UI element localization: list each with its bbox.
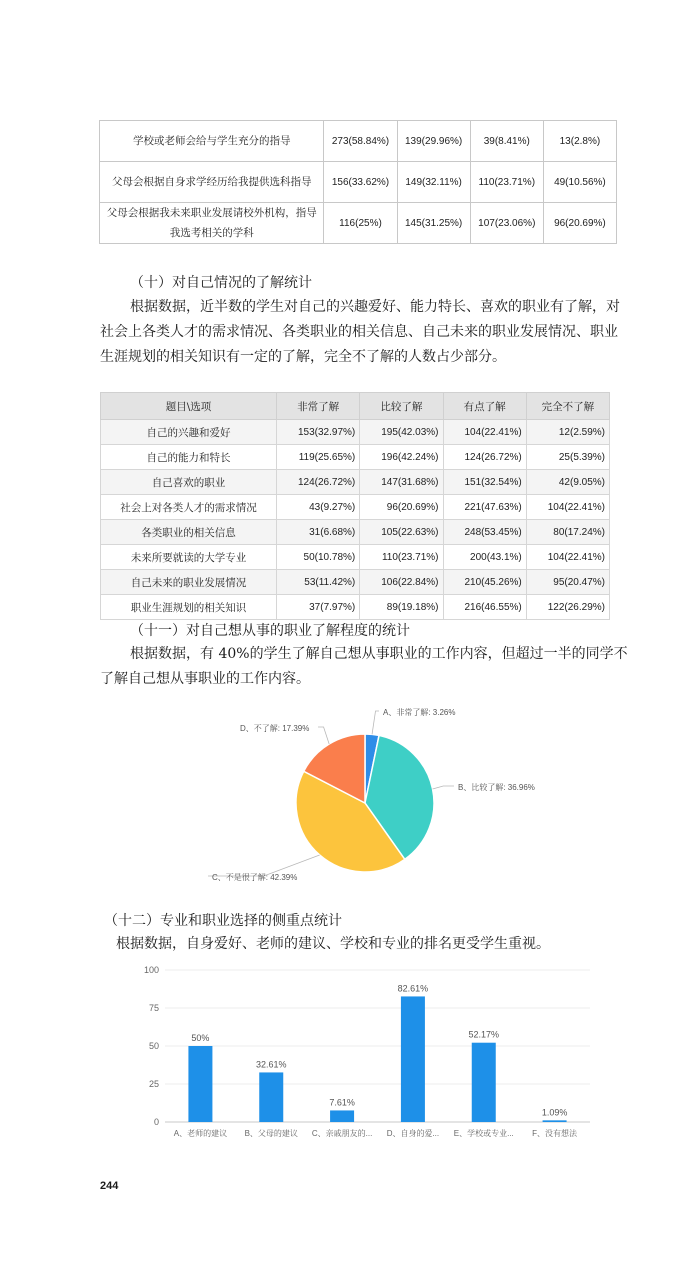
value-cell: 95(20.47%) <box>526 570 609 595</box>
value-cell: 273(58.84%) <box>324 121 397 162</box>
section-10-para-line-1: 根据数据，近半数的学生对自己的兴趣爱好、能力特长、喜欢的职业有了解，对 <box>130 299 620 315</box>
choice-focus-bar-chart <box>130 960 600 1145</box>
question-cell: 未来所要就读的大学专业 <box>101 545 277 570</box>
value-cell: 221(47.63%) <box>443 495 526 520</box>
value-cell: 43(9.27%) <box>277 495 360 520</box>
self-knowledge-table <box>100 392 610 620</box>
value-cell: 104(22.41%) <box>526 495 609 520</box>
value-cell: 122(26.29%) <box>526 595 609 620</box>
bar-value-label: 32.61% <box>255 1059 287 1070</box>
value-cell: 107(23.06%) <box>470 203 543 244</box>
bar <box>188 1046 212 1122</box>
section-10-heading: （十）对自己情况的了解统计 <box>130 275 312 291</box>
section-11-heading: （十一）对自己想从事的职业了解程度的统计 <box>130 623 410 639</box>
pie-slice-label: C、不是很了解: 42.39% <box>212 873 298 882</box>
career-knowledge-pie-chart <box>200 700 560 890</box>
value-cell: 96(20.69%) <box>543 203 616 244</box>
category-label: D、自身的爱... <box>386 1129 440 1138</box>
bar <box>401 996 425 1122</box>
value-cell: 156(33.62%) <box>324 162 397 203</box>
category-label: F、没有想法 <box>532 1129 578 1138</box>
value-cell: 53(11.42%) <box>277 570 360 595</box>
value-cell: 31(6.68%) <box>277 520 360 545</box>
value-cell: 50(10.78%) <box>277 545 360 570</box>
table-row <box>101 545 610 570</box>
bar <box>472 1043 496 1122</box>
question-cell: 自己未来的职业发展情况 <box>101 570 277 595</box>
value-cell: 149(32.11%) <box>397 162 470 203</box>
section-12-heading: （十二）专业和职业选择的侧重点统计 <box>104 913 342 929</box>
value-cell: 39(8.41%) <box>470 121 543 162</box>
value-cell: 216(46.55%) <box>443 595 526 620</box>
table-row <box>101 445 610 470</box>
y-tick-label: 0 <box>153 1117 159 1127</box>
pie-slice-label: D、不了解: 17.39% <box>240 724 310 733</box>
category-label: E、学校或专业... <box>453 1129 514 1138</box>
table-row <box>100 203 617 244</box>
value-cell: 104(22.41%) <box>443 420 526 445</box>
bar-value-label: 52.17% <box>468 1029 500 1040</box>
section-10-para-line-3: 生涯规划的相关知识有一定的了解，完全不了解的人数占少部分。 <box>100 349 506 365</box>
question-cell: 社会上对各类人才的需求情况 <box>101 495 277 520</box>
y-tick-label: 100 <box>143 965 159 975</box>
value-cell: 119(25.65%) <box>277 445 360 470</box>
value-cell: 37(7.97%) <box>277 595 360 620</box>
table-row <box>101 520 610 545</box>
pie-slice-label: A、非常了解: 3.26% <box>383 708 456 717</box>
table-row <box>101 470 610 495</box>
value-cell: 248(53.45%) <box>443 520 526 545</box>
bar-value-label: 1.09% <box>541 1107 568 1118</box>
section-11-para-line-1: 根据数据，有 40%的学生了解自己想从事职业的工作内容，但超过一半的同学不 <box>130 646 628 662</box>
table-row <box>101 495 610 520</box>
question-cell: 职业生涯规划的相关知识 <box>101 595 277 620</box>
column-header: 有点了解 <box>443 393 526 420</box>
value-cell: 13(2.8%) <box>543 121 616 162</box>
value-cell: 124(26.72%) <box>277 470 360 495</box>
column-header: 完全不了解 <box>526 393 609 420</box>
pie-leader-line <box>433 786 454 789</box>
question-cell: 父母会根据自身求学经历给我提供选科指导 <box>100 162 324 203</box>
value-cell: 89(19.18%) <box>360 595 443 620</box>
value-cell: 196(42.24%) <box>360 445 443 470</box>
value-cell: 106(22.84%) <box>360 570 443 595</box>
question-cell: 自己喜欢的职业 <box>101 470 277 495</box>
value-cell: 42(9.05%) <box>526 470 609 495</box>
value-cell: 110(23.71%) <box>360 545 443 570</box>
table-row <box>100 121 617 162</box>
value-cell: 200(43.1%) <box>443 545 526 570</box>
value-cell: 110(23.71%) <box>470 162 543 203</box>
value-cell: 151(32.54%) <box>443 470 526 495</box>
bar <box>330 1110 354 1122</box>
value-cell: 96(20.69%) <box>360 495 443 520</box>
value-cell: 25(5.39%) <box>526 445 609 470</box>
value-cell: 147(31.68%) <box>360 470 443 495</box>
question-cell: 自己的兴趣和爱好 <box>101 420 277 445</box>
page-number: 244 <box>100 1180 119 1192</box>
table-row <box>101 595 610 620</box>
value-cell: 124(26.72%) <box>443 445 526 470</box>
table-row <box>100 162 617 203</box>
bar-value-label: 82.61% <box>397 983 429 994</box>
table-header-row <box>101 393 610 420</box>
value-cell: 80(17.24%) <box>526 520 609 545</box>
column-header: 题目\选项 <box>101 393 277 420</box>
pie-slice-label: B、比较了解: 36.96% <box>458 783 535 792</box>
value-cell: 49(10.56%) <box>543 162 616 203</box>
bar-value-label: 7.61% <box>329 1097 355 1108</box>
y-tick-label: 50 <box>148 1041 159 1051</box>
y-tick-label: 25 <box>148 1079 159 1089</box>
bar-value-label: 50% <box>191 1033 210 1043</box>
question-cell: 各类职业的相关信息 <box>101 520 277 545</box>
y-tick-label: 75 <box>148 1003 159 1013</box>
value-cell: 210(45.26%) <box>443 570 526 595</box>
bar <box>259 1072 283 1122</box>
pie-leader-line <box>372 711 379 734</box>
value-cell: 153(32.97%) <box>277 420 360 445</box>
value-cell: 105(22.63%) <box>360 520 443 545</box>
question-cell: 父母会根据我未来职业发展请校外机构，指导我选考相关的学科 <box>100 203 324 244</box>
category-label: C、亲戚朋友的... <box>311 1129 373 1138</box>
section-11-para-line-2: 了解自己想从事职业的工作内容。 <box>100 671 310 687</box>
column-header: 比较了解 <box>360 393 443 420</box>
question-cell: 自己的能力和特长 <box>101 445 277 470</box>
pie-leader-line <box>318 727 329 744</box>
guidance-table <box>99 120 617 244</box>
category-label: A、老师的建议 <box>173 1129 228 1138</box>
category-label: B、父母的建议 <box>244 1129 298 1138</box>
table-row <box>101 570 610 595</box>
value-cell: 195(42.03%) <box>360 420 443 445</box>
section-12-para-line-1: 根据数据，自身爱好、老师的建议、学校和专业的排名更受学生重视。 <box>116 936 550 952</box>
value-cell: 12(2.59%) <box>526 420 609 445</box>
value-cell: 139(29.96%) <box>397 121 470 162</box>
column-header: 非常了解 <box>277 393 360 420</box>
value-cell: 116(25%) <box>324 203 397 244</box>
value-cell: 145(31.25%) <box>397 203 470 244</box>
section-10-para-line-2: 社会上各类人才的需求情况、各类职业的相关信息、自己未来的职业发展情况、职业 <box>100 324 618 340</box>
question-cell: 学校或老师会给与学生充分的指导 <box>100 121 324 162</box>
value-cell: 104(22.41%) <box>526 545 609 570</box>
table-row <box>101 420 610 445</box>
bar <box>543 1120 567 1122</box>
